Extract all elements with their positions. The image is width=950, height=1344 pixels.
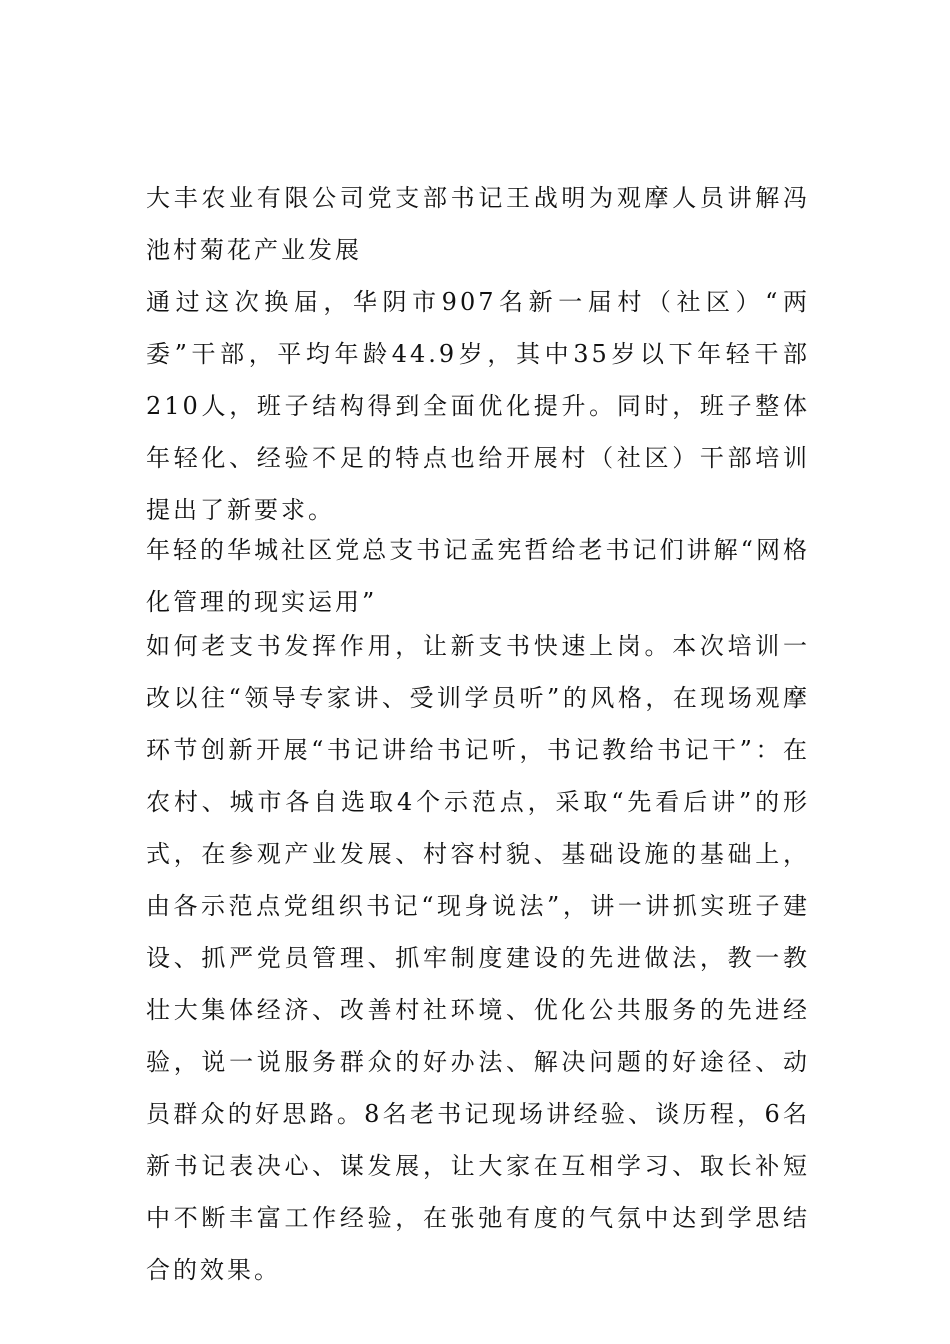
body-paragraph-1: 通过这次换届，华阴市907名新一届村（社区）“两委”干部，平均年龄44.9岁，其中35岁以下年轻干部210人，班子结构得到全面优化提升。同时，班子整体年轻化、经验不足的特点也给开展村（社区）干部培训提出了新要求。: [146, 288, 810, 524]
body-paragraph-2: 如何老支书发挥作用，让新支书快速上岗。本次培训一改以往“领导专家讲、受训学员听”的风格，在现场观摩环节创新开展“书记讲给书记听，书记教给书记干”：在农村、城市各自选取4个示范点，采取“先看后讲”的形式，在参观产业发展、村容村貌、基础设施的基础上，由各示范点党组织书记“现身说法”，讲一讲抓实班子建设、抓严党员管理、抓牢制度建设的先进做法，教一教壮大集体经济、改善村社环境、优化公共服务的先进经验，说一说服务群众的好办法、解决问题的好途径、动员群众的好思路。8名老书记现场讲经验、谈历程，6名新书记表决心、谋发展，让大家在互相学习、取长补短中不断丰富工作经验，在张弛有度的气氛中达到学思结合的效果。: [146, 632, 810, 1284]
photo-caption-1: 大丰农业有限公司党支部书记王战明为观摩人员讲解冯池村菊花产业发展: [146, 184, 810, 264]
photo-caption-2: 年轻的华城社区党总支书记孟宪哲给老书记们讲解“网格化管理的现实运用”: [146, 536, 810, 616]
